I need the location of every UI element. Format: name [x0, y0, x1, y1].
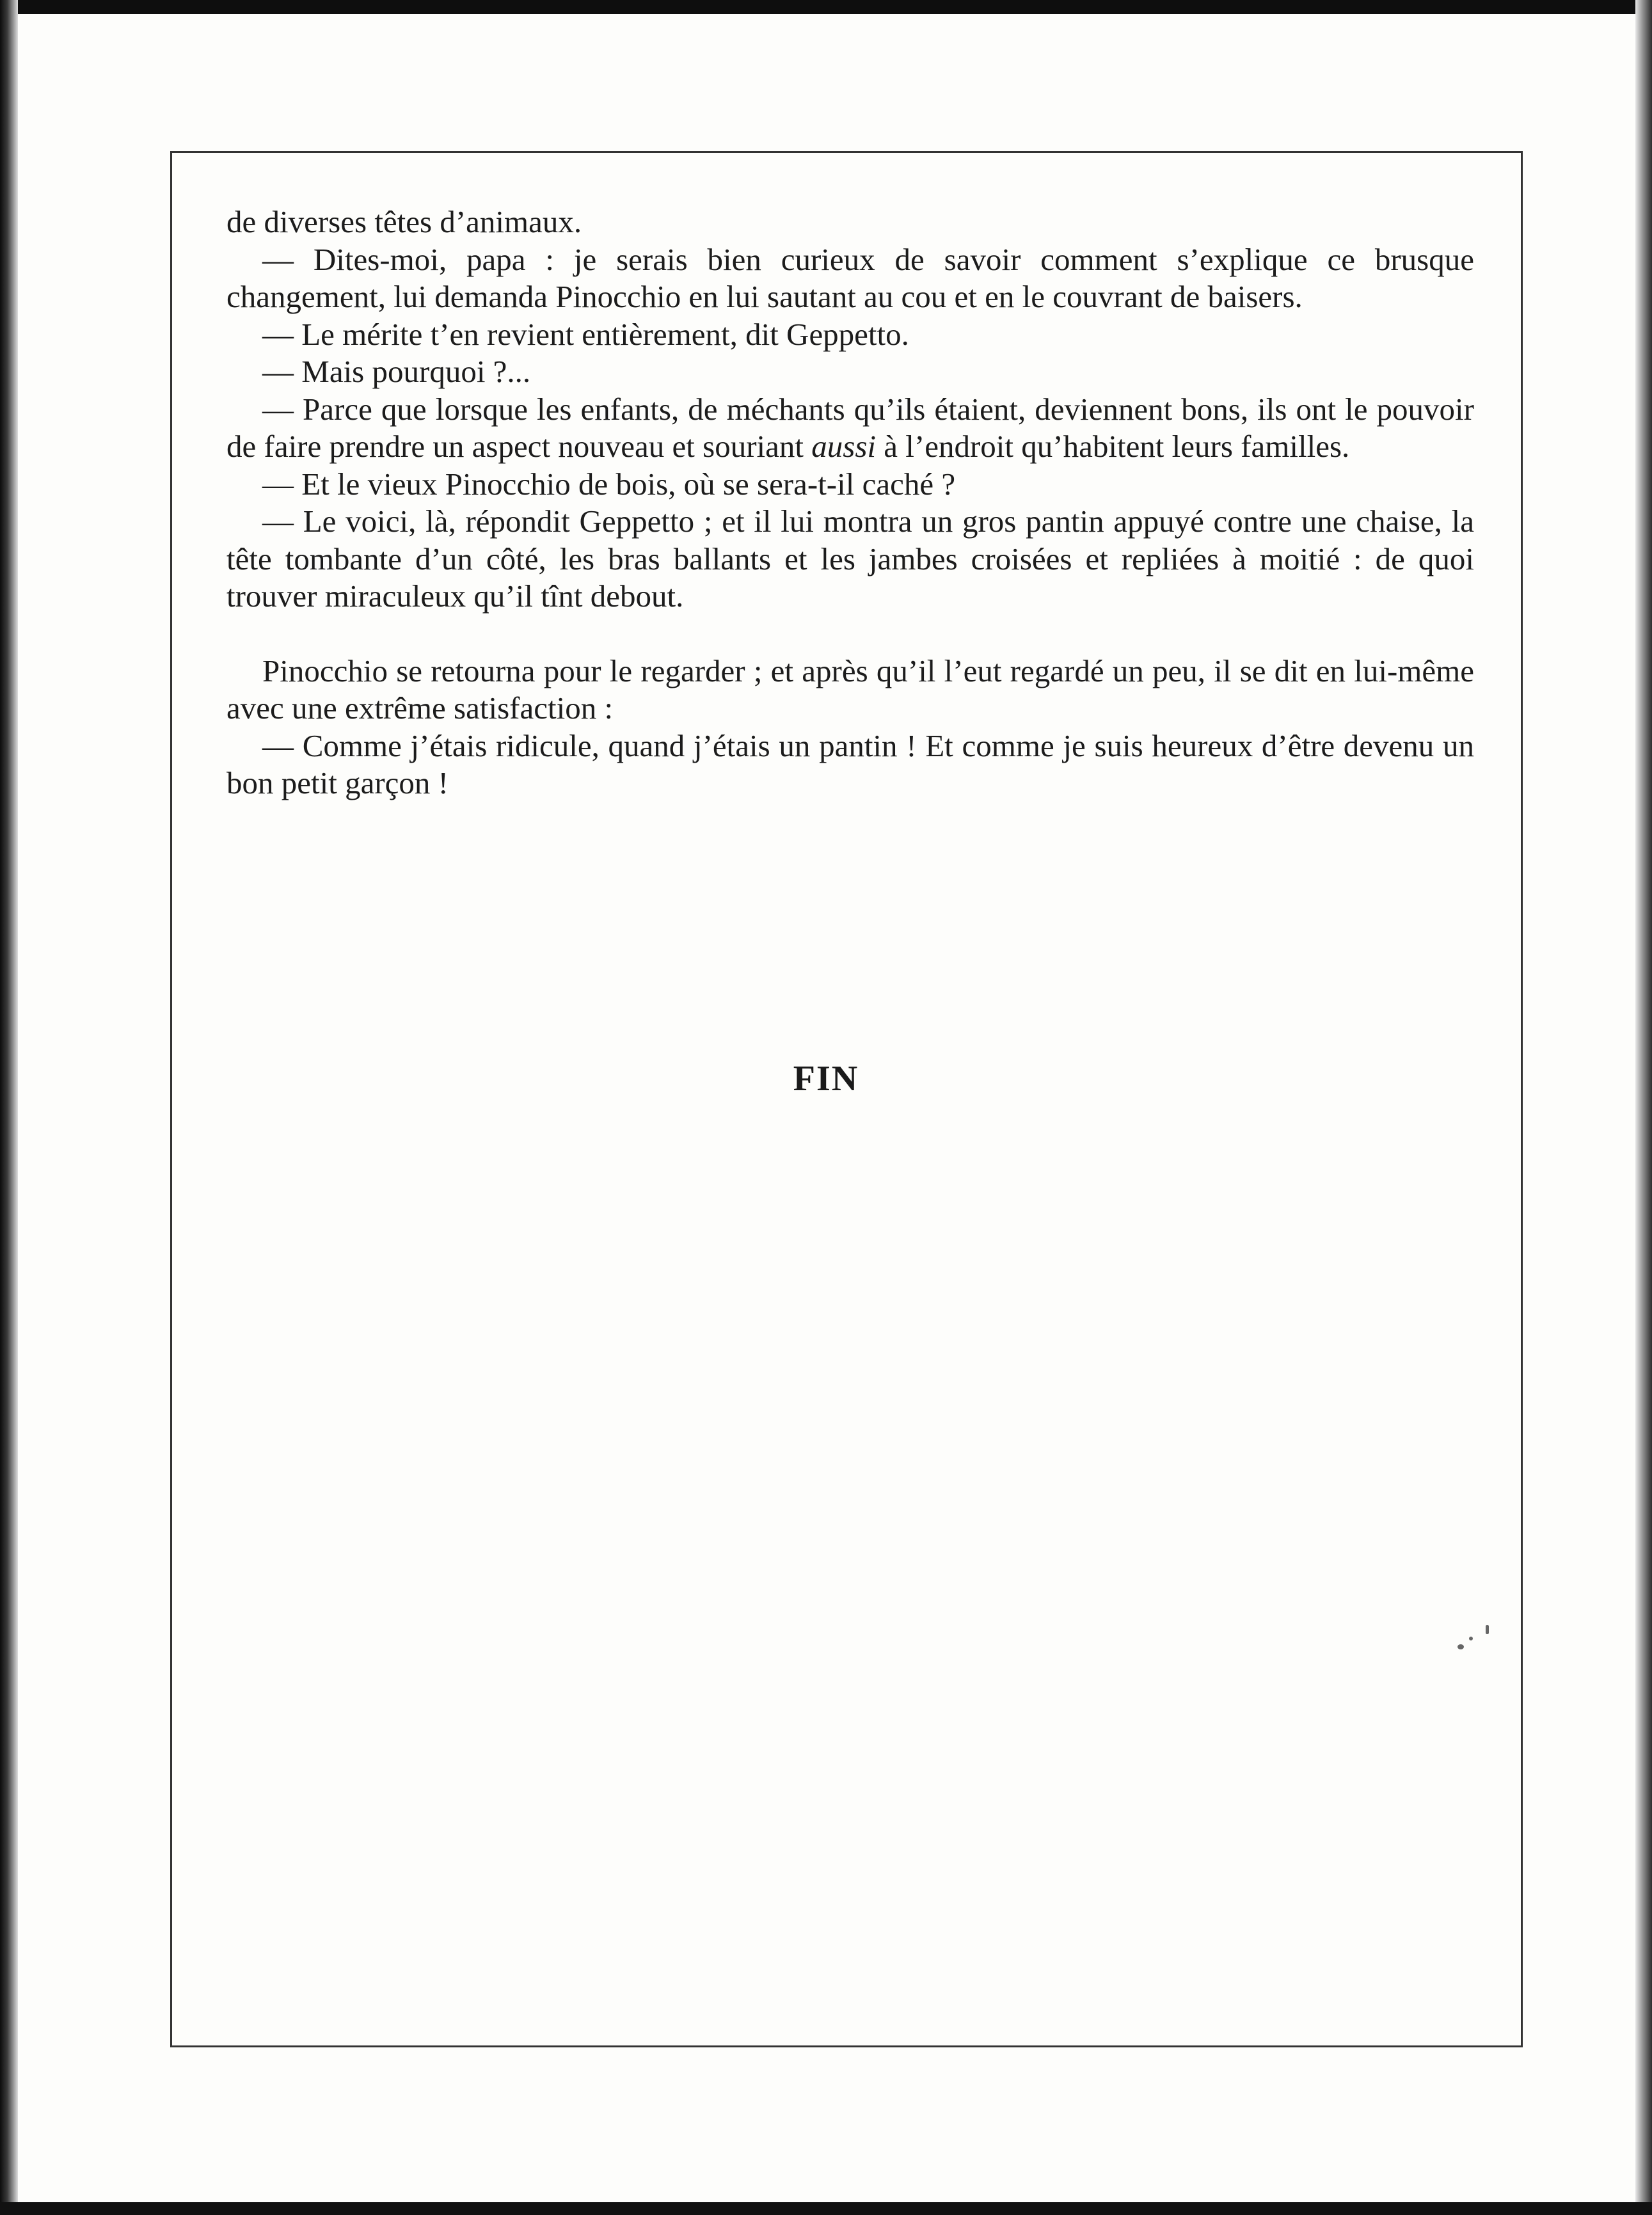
paragraph-4: — Mais pourquoi ?... [262, 354, 531, 389]
paragraph-gap [226, 615, 1474, 653]
page-edge-top [0, 0, 1652, 14]
page-edge-bottom [0, 2202, 1652, 2215]
page-edge-right [1635, 0, 1652, 2215]
end-title: FIN [793, 1059, 859, 1099]
paragraph-2: — Dites-moi, papa : je serais bien curieux de savoir comment s’explique ce brusque changement, lui demanda Pinocchio en lui sautant au cou et en le couvrant de baisers. [226, 241, 1474, 314]
paragraph-9: — Comme j’étais ridicule, quand j’étais un pantin ! Et comme je suis heureux d’être devenu un bon petit garçon ! [226, 727, 1474, 800]
paragraph-1: de diverses têtes d’animaux. [226, 204, 582, 239]
paragraph-5-before: — Parce que lorsque les enfants, de méchants qu’ils étaient, deviennent bons, ils ont le pouvoir de faire prendre un aspect nouveau et souriant [226, 391, 1474, 464]
paragraph-5-after: à l’endroit qu’habitent leurs familles. [876, 429, 1350, 464]
print-speck [1457, 1644, 1464, 1649]
page-edge-left [0, 0, 18, 2215]
print-speck [1469, 1637, 1473, 1640]
paragraph-5 [226, 391, 1474, 466]
print-speck [1486, 1625, 1489, 1634]
paragraph-6: — Et le vieux Pinocchio de bois, où se sera-t-il caché ? [262, 466, 956, 502]
paragraph-3: — Le mérite t’en revient entièrement, dit Geppetto. [262, 316, 909, 352]
text-column [226, 203, 1474, 802]
paragraph-8: Pinocchio se retourna pour le regarder ; et après qu’il l’eut regardé un peu, il se dit en lui-même avec une extrême satisfaction : [226, 653, 1474, 726]
paragraph-7: — Le voici, là, répondit Geppetto ; et il lui montra un gros pantin appuyé contre une chaise, la tête tombante d’un côté, les bras ballants et les jambes croisées et repliées à moitié : de quoi trouver miraculeux qu’il tînt debout. [226, 504, 1474, 614]
paragraph-5-italic: aussi [811, 429, 877, 464]
